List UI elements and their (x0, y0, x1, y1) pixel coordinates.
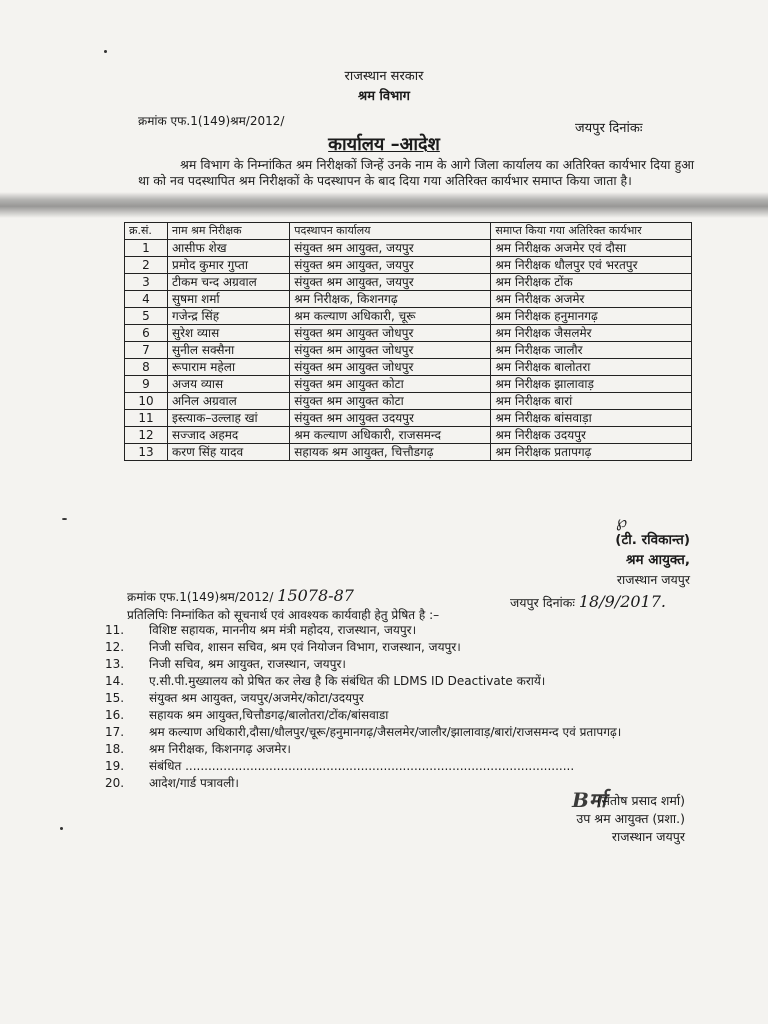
list-item-number: 17. (105, 725, 125, 739)
deputy-place: राजस्थान जयपुर (611, 829, 685, 844)
cell-sno: 8 (125, 359, 168, 376)
order-title: कार्यालय –आदेश (328, 134, 440, 155)
cell-charge-ended: श्रम निरीक्षक उदयपुर (491, 427, 692, 444)
list-item-number: 18. (105, 742, 125, 756)
initials-mark: ℘ (616, 512, 628, 531)
cell-posting-office: संयुक्त श्रम आयुक्त, जयपुर (290, 274, 491, 291)
signatory-designation: श्रम आयुक्त, (625, 552, 690, 568)
cell-charge-ended: श्रम निरीक्षक अजमेर एवं दौसा (491, 240, 692, 257)
cell-charge-ended: श्रम निरीक्षक हनुमानगढ़ (491, 308, 692, 325)
table-row (125, 291, 692, 308)
list-item-text: संबंधित ...................................................................................................... (149, 759, 575, 773)
list-item-text: ए.सी.पी.मुख्यालय को प्रेषित कर लेख है कि संबंधित की LDMS ID Deactivate करायें। (149, 674, 546, 688)
dispatch-date-handwritten: 18/9/2017. (578, 592, 666, 611)
cell-posting-office: संयुक्त श्रम आयुक्त जोधपुर (290, 342, 491, 359)
cell-sno: 6 (125, 325, 168, 342)
cell-inspector-name: प्रमोद कुमार गुप्ता (168, 257, 290, 274)
list-item-number: 13. (105, 657, 125, 671)
cell-sno: 12 (125, 427, 168, 444)
cell-sno: 7 (125, 342, 168, 359)
table-row (125, 427, 692, 444)
scan-speck (60, 827, 63, 830)
cell-sno: 10 (125, 393, 168, 410)
cell-posting-office: श्रम कल्याण अधिकारी, राजसमन्द (290, 427, 491, 444)
cell-charge-ended: श्रम निरीक्षक जैसलमेर (491, 325, 692, 342)
cell-sno: 11 (125, 410, 168, 427)
list-item (105, 639, 697, 656)
scan-speck (62, 518, 67, 520)
list-item-text: निजी सचिव, श्रम आयुक्त, राजस्थान, जयपुर। (149, 657, 346, 671)
cell-sno: 2 (125, 257, 168, 274)
list-item (105, 673, 697, 690)
table-body (125, 240, 692, 461)
cell-posting-office: सहायक श्रम आयुक्त, चित्तौडगढ़ (290, 444, 491, 461)
table-row (125, 393, 692, 410)
list-item-number: 15. (105, 691, 125, 705)
scan-smear (0, 192, 768, 218)
cell-posting-office: संयुक्त श्रम आयुक्त कोटा (290, 376, 491, 393)
cell-inspector-name: सज्जाद अहमद (168, 427, 290, 444)
date-label: जयपुर दिनांकः (575, 121, 643, 136)
list-item-text: श्रम कल्याण अधिकारी,दौसा/धौलपुर/चूरू/हनुमानगढ़/जैसलमेर/जालौर/झालावाड़/बारां/राजसमन्द एवं प्रतापगढ़। (149, 725, 622, 739)
cell-inspector-name: अनिल अग्रवाल (168, 393, 290, 410)
table-row (125, 274, 692, 291)
cell-inspector-name: सुनील सक्सैना (168, 342, 290, 359)
table-row (125, 240, 692, 257)
cell-sno: 13 (125, 444, 168, 461)
list-item (105, 758, 697, 775)
signatory-name: (टी. रविकान्त) (615, 532, 690, 548)
govt-header: राजस्थान सरकार (344, 69, 424, 84)
list-item-number: 11. (105, 623, 125, 637)
cell-inspector-name: टीकम चन्द अग्रवाल (168, 274, 290, 291)
list-item (105, 741, 697, 758)
cell-charge-ended: श्रम निरीक्षक प्रतापगढ़ (491, 444, 692, 461)
table-header-row (125, 223, 692, 240)
cell-inspector-name: आसीफ शेख (168, 240, 290, 257)
cell-inspector-name: सुरेश व्यास (168, 325, 290, 342)
reference-number: क्रमांक एफ.1(149)श्रम/2012/ (138, 114, 285, 128)
signatory-deputy (540, 792, 685, 846)
list-item (105, 690, 697, 707)
cell-charge-ended: श्रम निरीक्षक धौलपुर एवं भरतपुर (491, 257, 692, 274)
cell-charge-ended: श्रम निरीक्षक बांसवाड़ा (491, 410, 692, 427)
list-item-number: 14. (105, 674, 125, 688)
deputy-name: (संतोष प्रसाद शर्मा) (596, 793, 685, 808)
cell-inspector-name: अजय व्यास (168, 376, 290, 393)
cell-sno: 9 (125, 376, 168, 393)
dispatch-reference (127, 586, 354, 605)
dispatch-date-label: जयपुर दिनांकः (510, 595, 575, 610)
list-item-text: श्रम निरीक्षक, किशनगढ़ अजमेर। (149, 742, 291, 756)
order-paragraph: श्रम विभाग के निम्नांकित श्रम निरीक्षकों जिन्हें उनके नाम के आगे जिला कार्यालय का अतिरिक्त कार्यभार दिया हुआ था को नव पदस्थापित श्रम निरीक्षकों के पदस्थापन के बाद दिया गया अतिरिक्त कार्यभार समाप्त किया जाता है। (138, 157, 694, 188)
cell-posting-office: संयुक्त श्रम आयुक्त, जयपुर (290, 240, 491, 257)
table-row (125, 325, 692, 342)
cell-inspector-name: रूपाराम महेला (168, 359, 290, 376)
dispatch-reference-handwritten: 15078-87 (277, 586, 354, 605)
col-header-sno: क्र.सं. (125, 223, 168, 240)
list-item (105, 775, 697, 792)
cell-posting-office: संयुक्त श्रम आयुक्त जोधपुर (290, 359, 491, 376)
list-item-text: संयुक्त श्रम आयुक्त, जयपुर/अजमेर/कोटा/उदयपुर (149, 691, 364, 705)
dispatch-reference-printed: क्रमांक एफ.1(149)श्रम/2012/ (127, 590, 274, 604)
table-row (125, 308, 692, 325)
signatory-commissioner (560, 530, 690, 590)
cell-sno: 1 (125, 240, 168, 257)
col-header-charge: समाप्त किया गया अतिरिक्त कार्यभार (491, 223, 692, 240)
cell-inspector-name: गजेन्द्र सिंह (168, 308, 290, 325)
list-item-number: 19. (105, 759, 125, 773)
copy-list (105, 622, 697, 792)
cell-posting-office: संयुक्त श्रम आयुक्त जोधपुर (290, 325, 491, 342)
cell-inspector-name: सुषमा शर्मा (168, 291, 290, 308)
cell-inspector-name: करण सिंह यादव (168, 444, 290, 461)
list-item-text: विशिष्ट सहायक, माननीय श्रम मंत्री महोदय, राजस्थान, जयपुर। (149, 623, 417, 637)
dept-header: श्रम विभाग (358, 89, 410, 104)
cell-sno: 3 (125, 274, 168, 291)
handwritten-signature: Bर्मा (572, 788, 607, 812)
cell-posting-office: संयुक्त श्रम आयुक्त, जयपुर (290, 257, 491, 274)
scan-speck (104, 50, 107, 53)
cell-sno: 4 (125, 291, 168, 308)
cell-posting-office: श्रम निरीक्षक, किशनगढ़ (290, 291, 491, 308)
cell-posting-office: संयुक्त श्रम आयुक्त उदयपुर (290, 410, 491, 427)
list-item-text: निजी सचिव, शासन सचिव, श्रम एवं नियोजन विभाग, राजस्थान, जयपुर। (149, 640, 461, 654)
table-row (125, 342, 692, 359)
list-item-number: 20. (105, 776, 125, 790)
list-item-number: 12. (105, 640, 125, 654)
cell-charge-ended: श्रम निरीक्षक बालोतरा (491, 359, 692, 376)
deputy-designation: उप श्रम आयुक्त (प्रशा.) (576, 811, 685, 826)
inspector-table (124, 222, 692, 461)
list-item (105, 622, 697, 639)
cell-posting-office: संयुक्त श्रम आयुक्त कोटा (290, 393, 491, 410)
cell-charge-ended: श्रम निरीक्षक टोंक (491, 274, 692, 291)
col-header-office: पदस्थापन कार्यालय (290, 223, 491, 240)
cell-posting-office: श्रम कल्याण अधिकारी, चूरू (290, 308, 491, 325)
cell-charge-ended: श्रम निरीक्षक अजमेर (491, 291, 692, 308)
table-row (125, 359, 692, 376)
list-item (105, 707, 697, 724)
table-row (125, 257, 692, 274)
cell-charge-ended: श्रम निरीक्षक जालौर (491, 342, 692, 359)
list-item-text: आदेश/गार्ड पत्रावली। (149, 776, 239, 790)
table-row (125, 444, 692, 461)
signatory-place: राजस्थान जयपुर (616, 572, 690, 587)
table-row (125, 376, 692, 393)
col-header-name: नाम श्रम निरीक्षक (168, 223, 290, 240)
cell-inspector-name: इस्त्याक–उल्लाह खां (168, 410, 290, 427)
list-item-text: सहायक श्रम आयुक्त,चित्तौडगढ़/बालोतरा/टोंक/बांसवाडा (149, 708, 389, 722)
cell-charge-ended: श्रम निरीक्षक बारां (491, 393, 692, 410)
cell-sno: 5 (125, 308, 168, 325)
list-item-number: 16. (105, 708, 125, 722)
list-item (105, 656, 697, 673)
table-row (125, 410, 692, 427)
copy-intro: प्रतिलिपिः निम्नांकित को सूचनार्थ एवं आवश्यक कार्यवाही हेतु प्रेषित है :– (127, 608, 440, 622)
cell-charge-ended: श्रम निरीक्षक झालावाड़ (491, 376, 692, 393)
list-item (105, 724, 697, 741)
